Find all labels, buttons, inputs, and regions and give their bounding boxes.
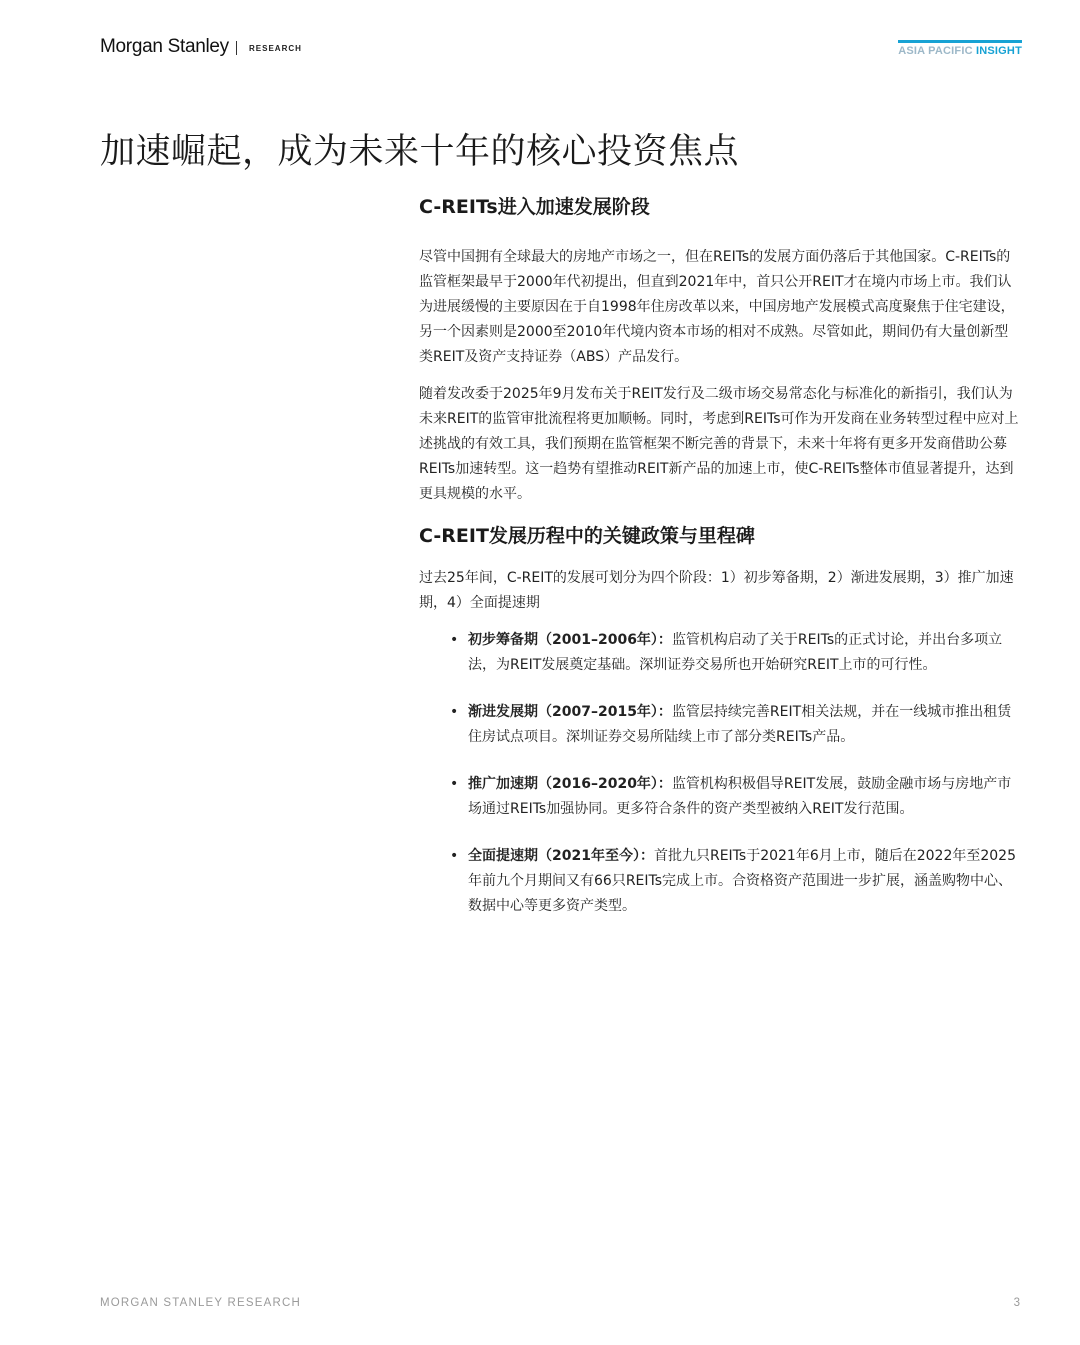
paragraph-outlook: 随着发改委于2025年9月发布关于REIT发行及二级市场交易常态化与标准化的新指引，我们认为未来REIT的监管审批流程将更加顺畅。同时，考虑到REITs可作为开发商在业务转型过程中应对上述挑战的有效工具，我们预期在监管框架不断完善的背景下，未来十年将有更多开发商借助公募REITs加速转型。这一趋势有望推动REIT新产品的加速上市，使C-REITs整体市值显著提升，达到更具规模的水平。 bbox=[419, 386, 1019, 502]
logo-research-label: RESEARCH bbox=[249, 44, 302, 53]
section-heading-milestones: C-REIT发展历程中的关键政策与里程碑 bbox=[419, 525, 755, 547]
page-header bbox=[100, 36, 1022, 64]
list-item-stage-3 bbox=[419, 772, 1022, 822]
stages-list bbox=[419, 628, 1022, 919]
stage-title: 推广加速期（2016–2020年）： bbox=[468, 776, 672, 792]
stage-title: 初步筹备期（2001–2006年）： bbox=[468, 632, 672, 648]
main-content bbox=[419, 192, 1022, 919]
list-item-stage-1 bbox=[419, 628, 1022, 678]
paragraph-background: 尽管中国拥有全球最大的房地产市场之一，但在REITs的发展方面仍落后于其他国家。C-REITs的监管框架最早于2000年代初提出，但直到2021年中，首只公开REIT才在境内市场上市。我们认为进展缓慢的主要原因在于自1998年住房改革以来，中国房地产发展模式高度聚焦于住宅建设，另一个因素则是2000至2010年代境内资本市场的相对不成熟。尽管如此，期间仍有大量创新型类REIT及资产支持证券（ABS）产品发行。 bbox=[419, 249, 1015, 365]
insight-bold: INSIGHT bbox=[975, 45, 1022, 57]
paragraph-stages-intro: 过去25年间，C-REIT的发展可划分为四个阶段：1）初步筹备期，2）渐进发展期，3）推广加速期，4）全面提速期 bbox=[419, 570, 1014, 611]
stage-text: 监管机构积极倡导REIT发展，鼓励金融市场与房地产市场通过REITs加强协同。更多符合条件的资产类型被纳入REIT发行范围。 bbox=[468, 776, 1012, 817]
section-heading-creits-acceleration: C-REITs进入加速发展阶段 bbox=[419, 196, 650, 218]
list-item-stage-4 bbox=[419, 844, 1022, 919]
bullet-dot-icon: • bbox=[450, 848, 459, 864]
bullet-dot-icon: • bbox=[450, 776, 459, 792]
footer-brand: MORGAN STANLEY RESEARCH bbox=[100, 1297, 301, 1309]
stage-text: 监管层持续完善REIT相关法规，并在一线城市推出租赁住房试点项目。深圳证券交易所陆续上市了部分类REITs产品。 bbox=[468, 704, 1012, 745]
bullet-dot-icon: • bbox=[450, 632, 459, 648]
asia-pacific-insight-tag bbox=[898, 40, 1022, 57]
bullet-dot-icon: • bbox=[450, 704, 459, 720]
insight-prefix: ASIA PACIFIC bbox=[898, 45, 976, 57]
stage-title: 全面提速期（2021年至今）： bbox=[468, 848, 654, 864]
stage-text: 首批九只REITs于2021年6月上市，随后在2022年至2025年前九个月期间又有66只REITs完成上市。合资格资产范围进一步扩展，涵盖购物中心、数据中心等更多资产类型。 bbox=[468, 848, 1016, 914]
logo-divider bbox=[236, 41, 237, 55]
page-title: 加速崛起，成为未来十年的核心投资焦点 bbox=[100, 132, 740, 172]
stage-text: 监管机构启动了关于REITs的正式讨论，并出台多项立法，为REIT发展奠定基础。深圳证券交易所也开始研究REIT上市的可行性。 bbox=[468, 632, 1003, 673]
list-item-stage-2 bbox=[419, 700, 1022, 750]
stage-title: 渐进发展期（2007–2015年）： bbox=[468, 704, 672, 720]
page-number: 3 bbox=[1013, 1297, 1020, 1309]
morgan-stanley-logo: Morgan Stanley bbox=[100, 36, 229, 57]
